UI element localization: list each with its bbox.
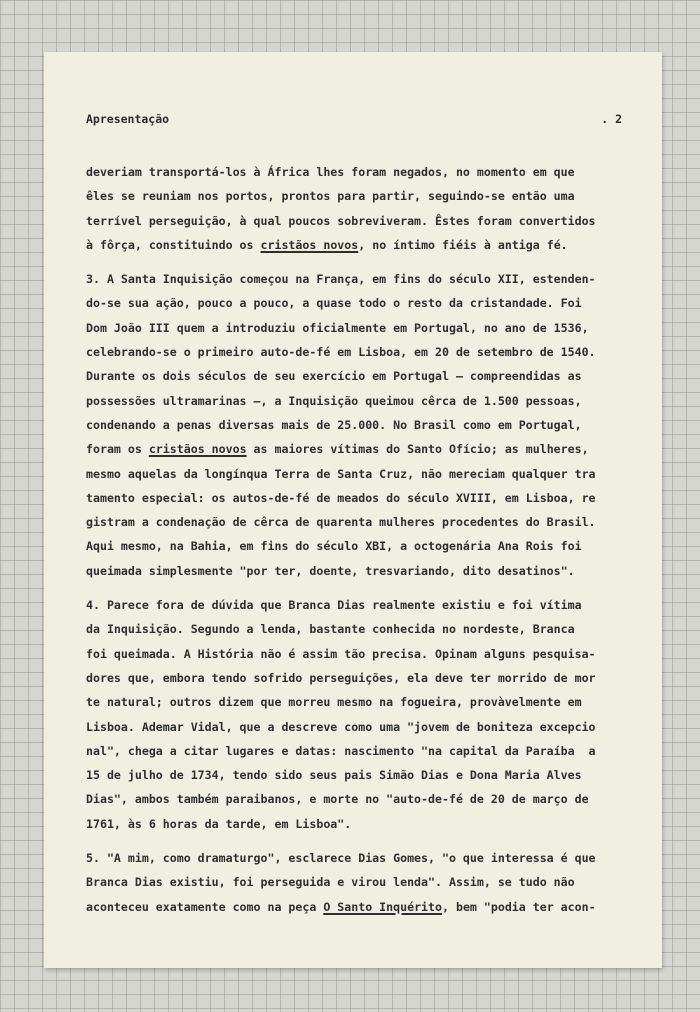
text-line <box>86 389 646 413</box>
line-segment: do-se sua ação, pouco a pouco, a quase todo o resto da cristandade. Foi <box>86 296 582 311</box>
text-line <box>86 267 646 291</box>
line-segment: Dias", ambos também paraibanos, e morte no "auto-de-fé de 20 de março de <box>86 792 589 807</box>
line-segment: condenando a penas diversas mais de 25.000. No Brasil como em Portugal, <box>86 417 582 432</box>
line-segment: êles se reuniam nos portos, prontos para partir, seguindo-se então uma <box>86 189 575 204</box>
line-segment: à fôrça, constituindo os <box>86 237 261 252</box>
text-line <box>86 812 646 836</box>
line-segment: terrível perseguição, à qual poucos sobreviveram. Êstes foram convertidos <box>86 213 596 228</box>
body-text <box>86 160 646 929</box>
text-line <box>86 437 646 461</box>
underlined-term: cristãos novos <box>260 237 359 252</box>
line-segment: 3. A Santa Inquisição começou na França, em fins do século XII, estenden- <box>86 272 596 287</box>
line-segment: as maiores vítimas do Santo Ofício; as mulheres, <box>246 442 589 457</box>
paragraph <box>86 593 646 836</box>
line-segment: 5. "A mim, como dramaturgo", esclarece Dias Gomes, "o que interessa é que <box>86 851 596 866</box>
text-line <box>86 715 646 739</box>
line-segment: nal", chega a citar lugares e datas: nascimento "na capital da Paraíba a <box>86 743 596 758</box>
line-segment: 4. Parece fora de dúvida que Branca Dias realmente existiu e foi vítima <box>86 598 582 613</box>
text-line <box>86 846 646 870</box>
text-line <box>86 462 646 486</box>
text-line <box>86 763 646 787</box>
line-segment: , bem "podia ter acon- <box>442 899 596 914</box>
text-line <box>86 316 646 340</box>
line-segment: 15 de julho de 1734, tendo sido seus pais Simão Dias e Dona Maria Alves <box>86 768 582 783</box>
text-line <box>86 870 646 894</box>
section-title: Apresentação <box>86 112 170 126</box>
text-line <box>86 510 646 534</box>
text-line <box>86 690 646 714</box>
text-line <box>86 739 646 763</box>
text-line <box>86 666 646 690</box>
line-segment: celebrando-se o primeiro auto-de-fé em Lisboa, em 20 de setembro de 1540. <box>86 345 596 360</box>
text-line <box>86 559 646 583</box>
underlined-term: cristãos novos <box>148 442 247 457</box>
text-line <box>86 233 646 257</box>
text-line <box>86 413 646 437</box>
text-line <box>86 486 646 510</box>
line-segment: possessões ultramarinas —, a Inquisição queimou cêrca de 1.500 pessoas, <box>86 393 582 408</box>
line-segment: mesmo aquelas da longínqua Terra de Santa Cruz, não mereciam qualquer tra <box>86 466 596 481</box>
line-segment: Lisboa. Ademar Vidal, que a descreve como uma "jovem de boniteza excepcio <box>86 719 596 734</box>
paragraph <box>86 160 646 257</box>
line-segment: Branca Dias existiu, foi perseguida e virou lenda". Assim, se tudo não <box>86 875 575 890</box>
line-segment: te natural; outros dizem que morreu mesmo na fogueira, provàvelmente em <box>86 695 582 710</box>
text-line <box>86 160 646 184</box>
paragraph <box>86 846 646 919</box>
text-line <box>86 534 646 558</box>
text-line <box>86 291 646 315</box>
line-segment: 1761, às 6 horas da tarde, em Lisboa". <box>86 816 352 831</box>
text-line <box>86 895 646 919</box>
page-number: . 2 <box>601 112 622 126</box>
text-line <box>86 787 646 811</box>
line-segment: , no íntimo fiéis à antiga fé. <box>358 237 568 252</box>
text-line <box>86 593 646 617</box>
line-segment: da Inquisição. Segundo a lenda, bastante conhecida no nordeste, Branca <box>86 622 575 637</box>
text-line <box>86 340 646 364</box>
line-segment: queimada simplesmente "por ter, doente, tresvariando, dito desatinos". <box>86 563 575 578</box>
line-segment: dores que, embora tendo sofrido perseguições, ela deve ter morrido de mor <box>86 670 596 685</box>
line-segment: tamento especial: os autos-de-fé de meados do século XVIII, em Lisboa, re <box>86 490 596 505</box>
typewritten-page <box>44 52 662 968</box>
text-line <box>86 617 646 641</box>
line-segment: Aqui mesmo, na Bahia, em fins do século XBI, a octogenária Ana Rois foi <box>86 539 582 554</box>
line-segment: foi queimada. A História não é assim tão precisa. Opinam alguns pesquisa- <box>86 646 596 661</box>
line-segment: deveriam transportá-los à África lhes foram negados, no momento em que <box>86 165 575 179</box>
text-line <box>86 209 646 233</box>
text-line <box>86 364 646 388</box>
line-segment: aconteceu exatamente como na peça <box>86 899 324 914</box>
paragraph <box>86 267 646 583</box>
line-segment: Dom João III quem a introduziu oficialmente em Portugal, no ano de 1536, <box>86 320 589 335</box>
line-segment: Durante os dois séculos de seu exercício em Portugal — compreendidas as <box>86 369 582 384</box>
line-segment: gistram a condenação de cêrca de quarenta mulheres procedentes do Brasil. <box>86 515 596 530</box>
line-segment: foram os <box>86 442 149 457</box>
text-line <box>86 184 646 208</box>
underlined-term: O Santo Inquérito <box>323 899 442 914</box>
text-line <box>86 642 646 666</box>
